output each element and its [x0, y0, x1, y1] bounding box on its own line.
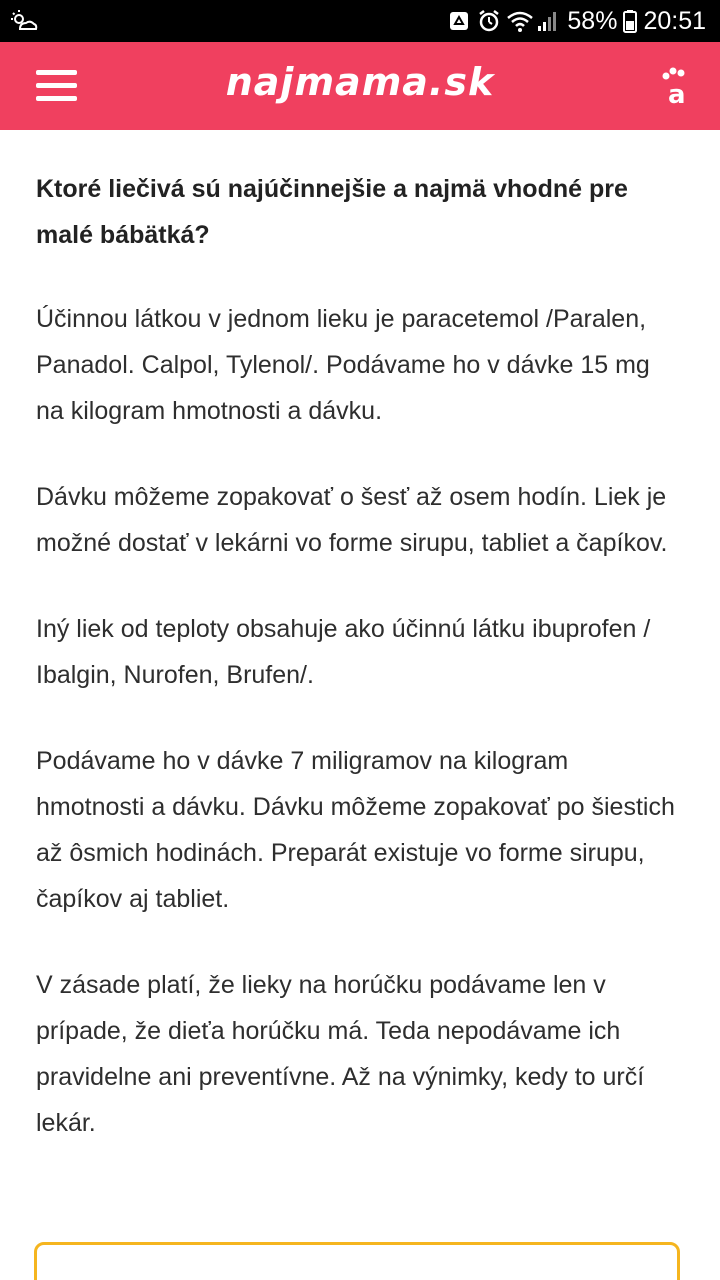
- recycle-icon: [447, 9, 471, 33]
- battery-percent: 58%: [567, 6, 618, 35]
- highlight-box: [34, 1242, 680, 1280]
- battery-icon: [623, 9, 637, 33]
- signal-icon: [537, 9, 561, 33]
- article-paragraph-5: V zásade platí, že lieky na horúčku podávame len v prípade, že dieťa horúčku má. Teda nepodávame ich pravidelne ani preventívne. Až na výnimky, kedy to určí lekár.: [36, 971, 645, 1137]
- article-paragraph-1: Účinnou látkou v jednom lieku je paracetemol /Paralen, Panadol. Calpol, Tylenol/. Podávame ho v dávke 15 mg na kilogram hmotnosti a dávku.: [36, 305, 650, 425]
- article-paragraph-4: Podávame ho v dávke 7 miligramov na kilogram hmotnosti a dávku. Dávku môžeme zopakovať po šiestich až ôsmich hodinách. Preparát existuje vo forme sirupu, čapíkov aj tabliet.: [36, 747, 675, 913]
- cloud-sun-icon: [10, 9, 38, 33]
- paw-a-icon[interactable]: [658, 66, 698, 106]
- site-logo[interactable]: najmama.sk: [225, 60, 495, 104]
- status-icons: [447, 0, 706, 42]
- wifi-icon: [507, 9, 531, 33]
- alarm-icon: [477, 9, 501, 33]
- article-heading: Ktoré liečivá sú najúčinnejšie a najmä vhodné pre malé bábätká?: [36, 175, 628, 249]
- article-paragraph-2: Dávku môžeme zopakovať o šesť až osem hodín. Liek je možné dostať v lekárni vo forme sirupu, tabliet a čapíkov.: [36, 483, 668, 557]
- status-bar: [0, 0, 720, 42]
- app-header: [0, 42, 720, 130]
- article-paragraph-3: Iný liek od teploty obsahuje ako účinnú látku ibuprofen / Ibalgin, Nurofen, Brufen/.: [36, 615, 651, 689]
- svg-text:a: a: [668, 80, 686, 106]
- article-content: [36, 166, 676, 1186]
- clock-time: 20:51: [643, 6, 706, 35]
